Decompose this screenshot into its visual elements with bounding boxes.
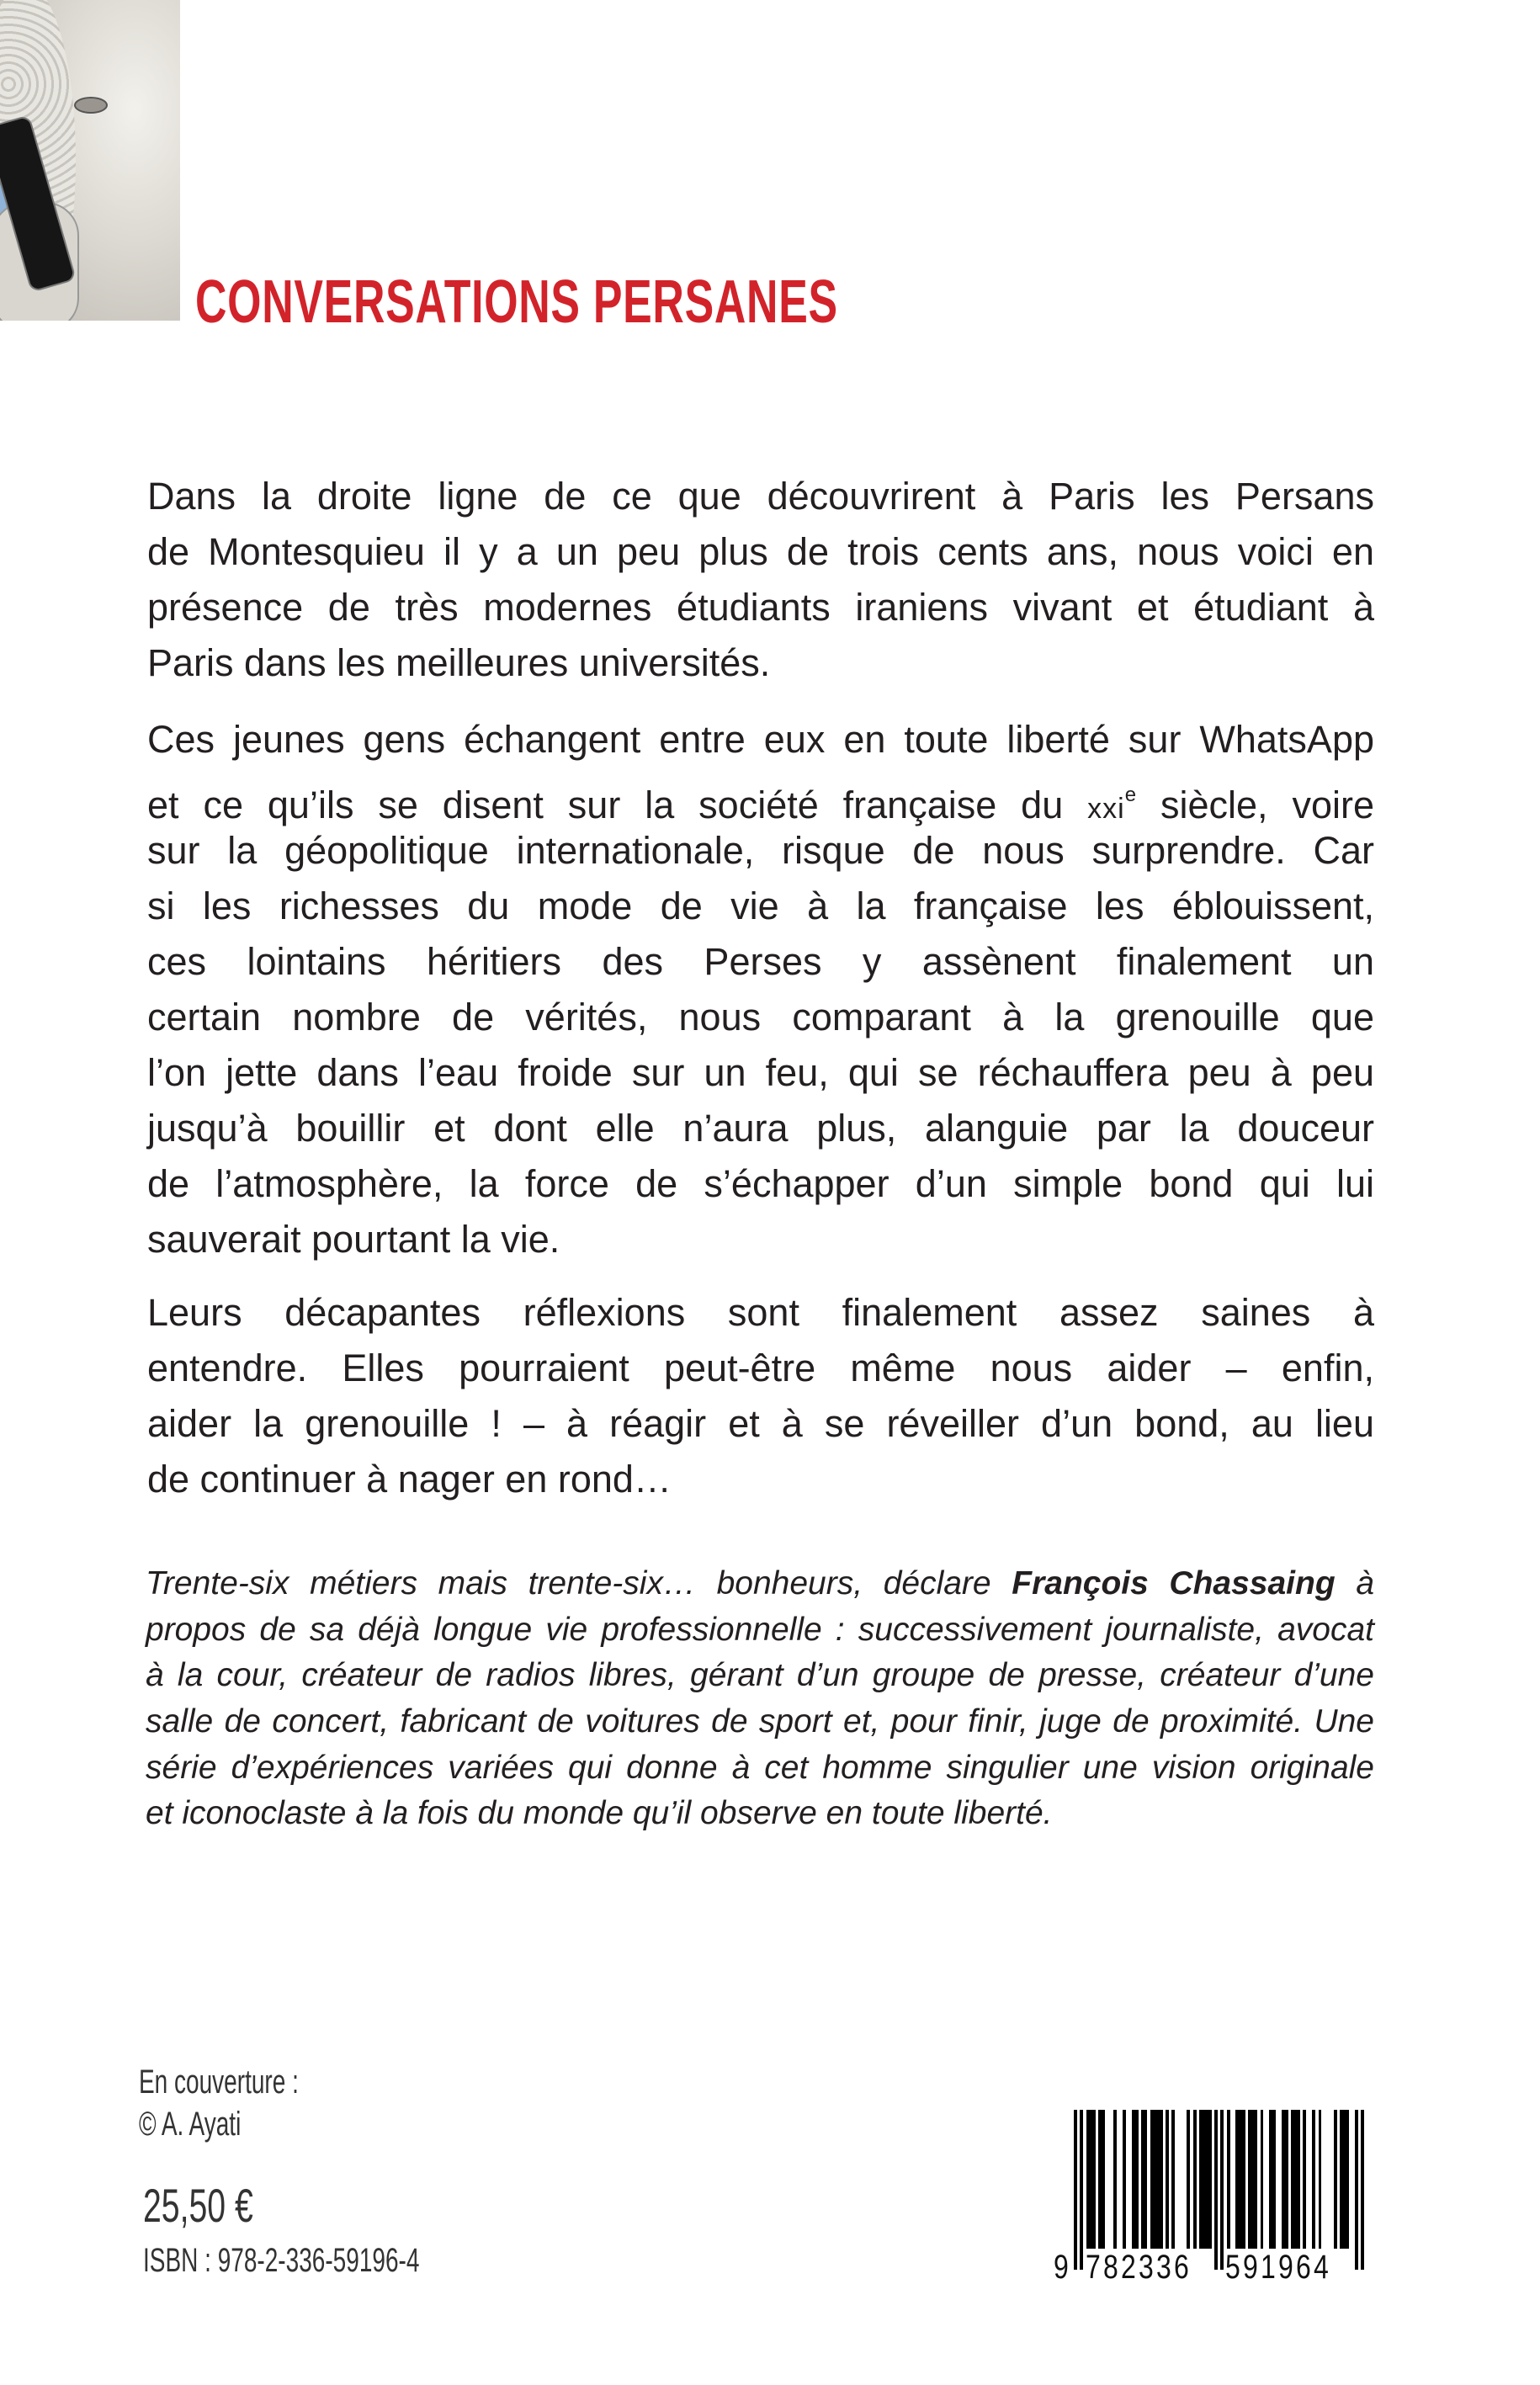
barcode-bar: [1285, 2110, 1288, 2249]
barcode-bar: [1135, 2110, 1139, 2249]
barcode-bar: [1297, 2110, 1300, 2249]
barcode-bar: [1208, 2110, 1212, 2249]
text-line: sur la géopolitique internationale, risque de nous surprendre. Car: [147, 829, 1374, 872]
text-line: Leurs décapantes réflexions sont finalement assez saines à: [147, 1291, 1374, 1334]
text-line: série d’expériences variées qui donne à cet homme singulier une vision originale: [146, 1749, 1374, 1786]
barcode-bar: [1092, 2110, 1096, 2249]
cover-credit: © A. Ayati: [139, 2106, 242, 2143]
barcode-bar: [1166, 2110, 1169, 2249]
author-bio: [146, 1561, 1374, 1837]
isbn: ISBN : 978-2-336-59196-4: [143, 2242, 420, 2279]
barcode-bar: [1123, 2110, 1126, 2249]
barcode-bar: [1074, 2110, 1077, 2270]
eye-shape: [74, 97, 108, 114]
text-line: Paris dans les meilleures universités.: [147, 641, 771, 684]
text-line: de continuer à nager en rond…: [147, 1458, 672, 1501]
text-line: [146, 1561, 1374, 1607]
cover-credit-label: En couverture :: [139, 2064, 299, 2101]
text-line: entendre. Elles pourraient peut-être même nous aider – enfin,: [147, 1347, 1374, 1389]
text-line: et iconoclaste à la fois du monde qu’il observe en toute liberté.: [146, 1795, 1053, 1832]
barcode-bar: [1214, 2110, 1218, 2270]
century-numeral: xxi: [1087, 793, 1125, 825]
barcode-bar: [1319, 2110, 1322, 2249]
text-line: à la cour, créateur de radios libres, gérant d’un groupe de presse, créateur d’une: [146, 1657, 1374, 1694]
text-line: jusqu’à bouillir et dont elle n’aura plus, alanguie par la douceur: [147, 1107, 1374, 1150]
text-line: salle de concert, fabricant de voitures de sport et, pour finir, juge de proximité. Une: [146, 1703, 1374, 1740]
barcode-bar: [1171, 2110, 1175, 2249]
text-line: présence de très modernes étudiants iraniens vivant et étudiant à: [147, 586, 1374, 629]
barcode-bar: [1346, 2110, 1349, 2249]
barcode-bar: [1334, 2110, 1337, 2249]
barcode-bar: [1193, 2110, 1197, 2249]
barcode-bar: [1254, 2110, 1257, 2249]
text-line: aider la grenouille ! – à réagir et à se réveiller d’un bond, au lieu: [147, 1402, 1374, 1445]
barcode-bar: [1261, 2110, 1264, 2249]
barcode-bar: [1227, 2110, 1230, 2249]
barcode-bar: [1080, 2110, 1083, 2270]
text-line: Ces jeunes gens échangent entre eux en toute liberté sur WhatsApp: [147, 718, 1374, 761]
barcode-bar: [1355, 2110, 1358, 2270]
barcode-bar: [1113, 2110, 1117, 2249]
author-name: François Chassaing: [1012, 1565, 1336, 1602]
summary-paragraph-2: [147, 712, 1374, 1267]
cover-portrait-image: [0, 0, 180, 321]
barcode-bar: [1361, 2110, 1364, 2270]
text-line: Dans la droite ligne de ce que découvrirent à Paris les Persans: [147, 475, 1374, 518]
barcode-digits-left: 782336: [1086, 2249, 1192, 2286]
barcode-bar: [1187, 2110, 1190, 2249]
text-part: à: [1335, 1565, 1374, 1602]
text-line: de Montesquieu il y a un peu plus de trois cents ans, nous voici en: [147, 530, 1374, 573]
text-line: sauverait pourtant la vie.: [147, 1218, 560, 1261]
summary-paragraph-1: [147, 469, 1374, 691]
barcode-bar: [1312, 2110, 1315, 2249]
barcode-bar: [1242, 2110, 1245, 2249]
text-line: certain nombre de vérités, nous comparant à la grenouille que: [147, 996, 1374, 1038]
barcode-digit-first: 9: [1054, 2249, 1069, 2286]
text-line: si les richesses du mode de vie à la française les éblouissent,: [147, 884, 1374, 927]
barcode-bar: [1220, 2110, 1224, 2270]
barcode-digits-right: 591964: [1225, 2249, 1331, 2286]
barcode-bar: [1102, 2110, 1105, 2249]
text-part: siècle, voire: [1136, 783, 1375, 826]
summary-paragraph-3: [147, 1285, 1374, 1507]
barcode-bar: [1303, 2110, 1306, 2249]
price: 25,50 €: [143, 2179, 253, 2232]
text-line: propos de sa déjà longue vie professionnelle : successivement journaliste, avocat: [146, 1611, 1374, 1648]
book-title: CONVERSATIONS PERSANES: [195, 268, 838, 336]
text-part: Trente-six métiers mais trente-six… bonheurs, déclare: [146, 1565, 1012, 1602]
text-part: et ce qu’ils se disent sur la société française du: [147, 783, 1088, 826]
barcode-bar: [1272, 2110, 1276, 2249]
century-superscript: e: [1124, 783, 1137, 806]
text-line: l’on jette dans l’eau froide sur un feu, qui se réchauffera peu à peu: [147, 1051, 1374, 1094]
text-line: [147, 768, 1375, 826]
barcode-bar: [1144, 2110, 1148, 2249]
barcode-bar: [1160, 2110, 1163, 2249]
text-line: de l’atmosphère, la force de s’échapper d’un simple bond qui lui: [147, 1162, 1374, 1205]
text-line: ces lointains héritiers des Perses y assènent finalement un: [147, 940, 1374, 983]
